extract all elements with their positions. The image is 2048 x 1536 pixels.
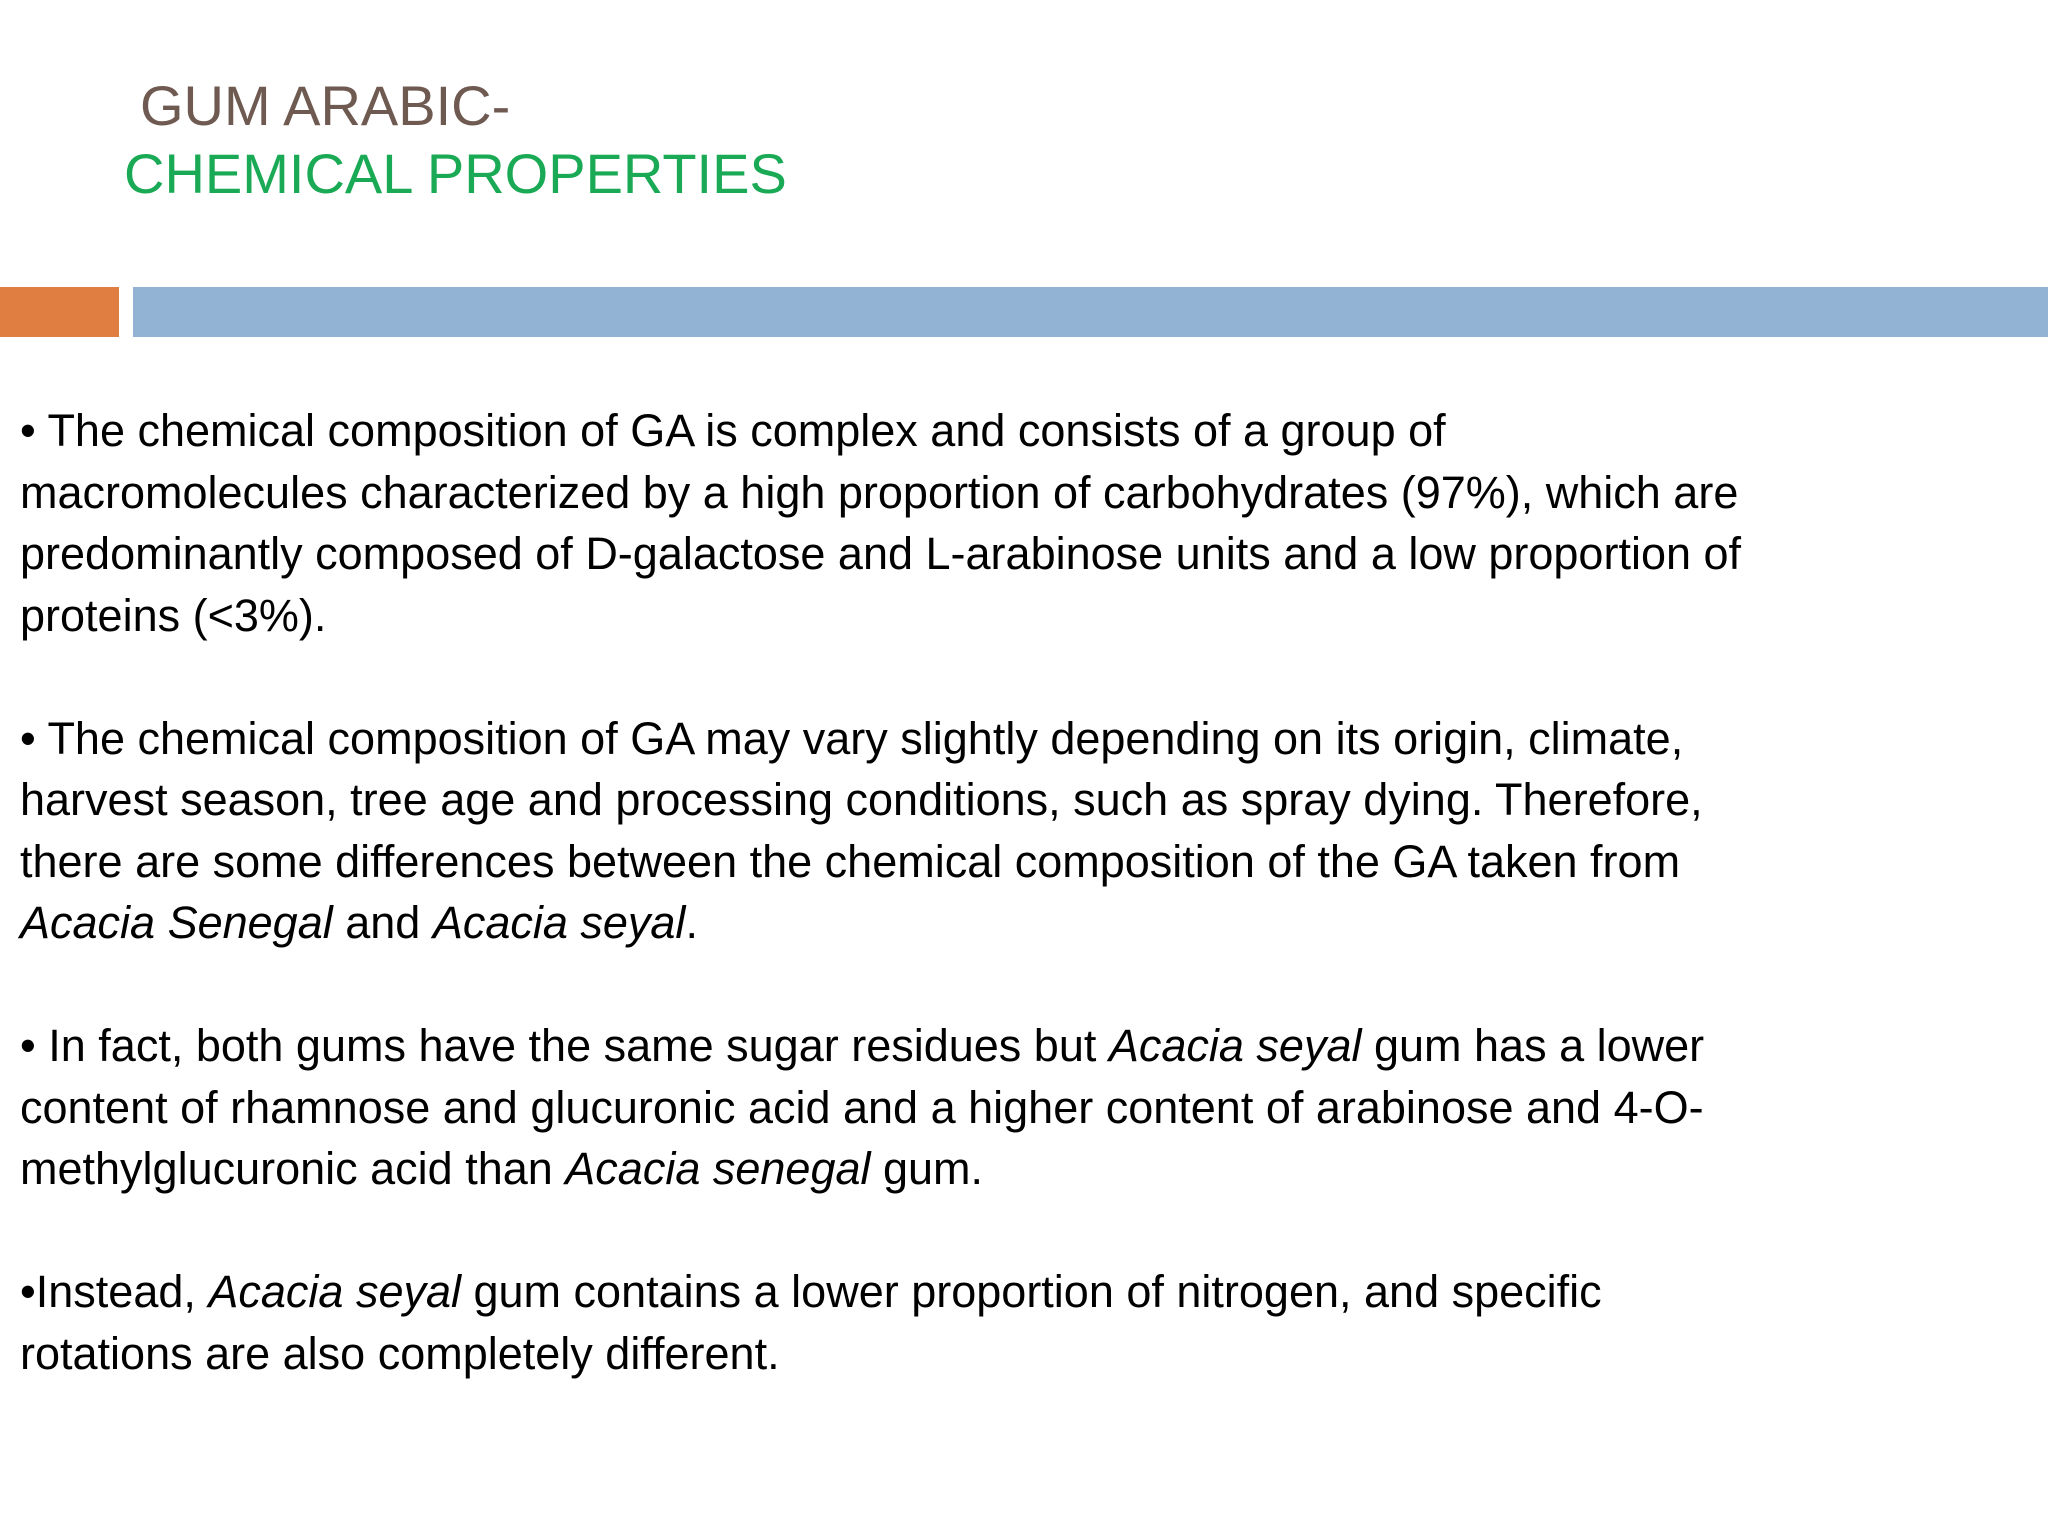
text-run: • The chemical composition of GA may vary slightly depending on its origin, climate, xyxy=(20,712,1684,764)
species-name-italic: Acacia seyal xyxy=(1108,1020,1362,1071)
text-run: • The chemical composition of GA is complex and consists of a group of xyxy=(20,405,1446,456)
text-run: and xyxy=(332,897,433,948)
species-name-italic: Acacia Senegal xyxy=(20,897,333,948)
text-run: harvest season, tree age and processing conditions, such as spray dying. Therefore, xyxy=(20,774,1703,825)
slide-title xyxy=(124,72,1324,208)
text-run: . xyxy=(685,897,698,948)
text-run: proteins (<3%). xyxy=(20,589,327,641)
species-name-italic: Acacia seyal xyxy=(432,897,686,948)
bullet-line xyxy=(20,1261,2020,1323)
bullet-line xyxy=(20,769,2020,831)
bullet-line xyxy=(20,1323,2020,1385)
text-run: methylglucuronic acid than xyxy=(20,1143,566,1194)
title-line-chemical-properties: CHEMICAL PROPERTIES xyxy=(124,142,787,205)
accent-bar-orange xyxy=(0,287,119,337)
bullet-line xyxy=(20,523,2020,585)
text-run: gum has a lower xyxy=(1361,1020,1705,1071)
text-run: there are some differences between the chemical composition of the GA taken from xyxy=(20,835,1681,887)
text-run: gum. xyxy=(870,1143,984,1194)
accent-bar-blue xyxy=(133,287,2048,337)
species-name-italic: Acacia senegal xyxy=(565,1143,871,1194)
text-run: •Instead, xyxy=(20,1266,209,1317)
bullet-paragraph-4 xyxy=(20,1261,2020,1384)
bullet-line xyxy=(20,1015,2020,1077)
bullet-line xyxy=(20,708,2020,770)
bullet-line xyxy=(20,892,2020,954)
text-run: predominantly composed of D-galactose and L-arabinose units and a low proportion of xyxy=(20,528,1742,579)
bullet-paragraph-1 xyxy=(20,400,2020,646)
bullet-line xyxy=(20,1138,2020,1200)
bullet-line xyxy=(20,400,2020,462)
bullet-line xyxy=(20,1077,2020,1139)
bullet-list xyxy=(20,400,2020,1446)
bullet-paragraph-2 xyxy=(20,708,2020,954)
bullet-line xyxy=(20,585,2020,647)
text-run: rotations are also completely different. xyxy=(20,1327,780,1379)
bullet-line xyxy=(20,831,2020,893)
text-run: • In fact, both gums have the same sugar residues but xyxy=(20,1020,1109,1071)
text-run: gum contains a lower proportion of nitrogen, and specific xyxy=(461,1266,1602,1317)
bullet-line xyxy=(20,462,2020,524)
title-line-gum-arabic: GUM ARABIC- xyxy=(140,74,511,137)
bullet-paragraph-3 xyxy=(20,1015,2020,1200)
text-run: content of rhamnose and glucuronic acid and a higher content of arabinose and 4-O- xyxy=(20,1081,1704,1133)
text-run: macromolecules characterized by a high proportion of carbohydrates (97%), which are xyxy=(20,466,1739,518)
species-name-italic: Acacia seyal xyxy=(208,1266,461,1317)
